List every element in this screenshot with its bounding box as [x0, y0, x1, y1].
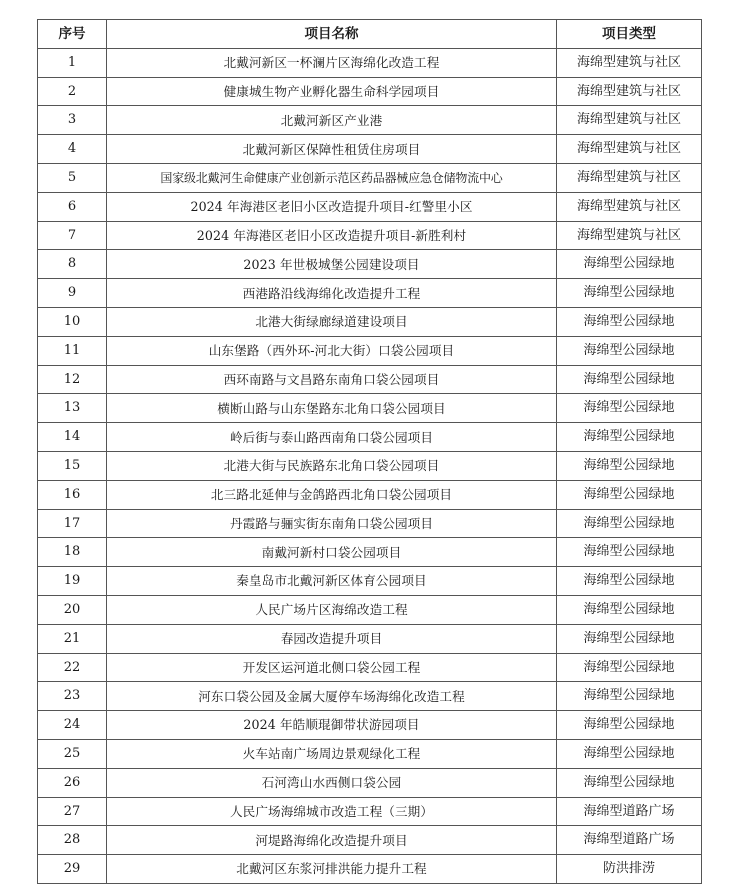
row-index-cell: 23: [38, 682, 107, 711]
row-project-name-cell: 2024 年皓顺琨御带状游园项目: [107, 711, 557, 740]
row-project-type-cell: 海绵型公园绿地: [557, 595, 702, 624]
row-index-cell: 8: [38, 250, 107, 279]
row-project-type-cell: 海绵型公园绿地: [557, 682, 702, 711]
row-project-name-cell: 北港大街与民族路东北角口袋公园项目: [107, 451, 557, 480]
row-project-type-cell: 海绵型公园绿地: [557, 653, 702, 682]
table-row: [38, 307, 702, 336]
table-row: [38, 538, 702, 567]
row-project-name-cell: 西港路沿线海绵化改造提升工程: [107, 279, 557, 308]
table-row: [38, 250, 702, 279]
table-row: [38, 768, 702, 797]
header-index: 序号: [38, 20, 107, 49]
row-index-cell: 15: [38, 451, 107, 480]
row-project-type-cell: 海绵型公园绿地: [557, 768, 702, 797]
row-index-cell: 20: [38, 595, 107, 624]
table-row: [38, 595, 702, 624]
row-index-cell: 28: [38, 826, 107, 855]
table-row: [38, 480, 702, 509]
row-index-cell: 21: [38, 624, 107, 653]
row-index-cell: 19: [38, 567, 107, 596]
table-row: [38, 221, 702, 250]
row-project-name-cell: 岭后街与泰山路西南角口袋公园项目: [107, 423, 557, 452]
row-project-type-cell: 海绵型公园绿地: [557, 250, 702, 279]
row-project-type-cell: 海绵型公园绿地: [557, 509, 702, 538]
table-row: [38, 106, 702, 135]
row-project-name-cell: 2024 年海港区老旧小区改造提升项目-红警里小区: [107, 192, 557, 221]
row-index-cell: 11: [38, 336, 107, 365]
row-project-type-cell: 海绵型建筑与社区: [557, 163, 702, 192]
row-project-name-cell: 秦皇岛市北戴河新区体育公园项目: [107, 567, 557, 596]
table-row: [38, 192, 702, 221]
table-row: [38, 394, 702, 423]
row-project-type-cell: 海绵型公园绿地: [557, 307, 702, 336]
row-project-name-cell: 河堤路海绵化改造提升项目: [107, 826, 557, 855]
table-row: [38, 624, 702, 653]
row-project-name-cell: 人民广场片区海绵改造工程: [107, 595, 557, 624]
row-project-name-cell: 北港大街绿廊绿道建设项目: [107, 307, 557, 336]
row-index-cell: 27: [38, 797, 107, 826]
table-row: [38, 451, 702, 480]
row-index-cell: 22: [38, 653, 107, 682]
row-project-name-cell: 国家级北戴河生命健康产业创新示范区药品器械应急仓储物流中心: [107, 163, 557, 192]
row-project-type-cell: 海绵型公园绿地: [557, 711, 702, 740]
row-project-name-cell: 山东堡路（西外环-河北大街）口袋公园项目: [107, 336, 557, 365]
row-project-type-cell: 海绵型建筑与社区: [557, 192, 702, 221]
row-project-name-cell: 丹霞路与骊实街东南角口袋公园项目: [107, 509, 557, 538]
row-index-cell: 9: [38, 279, 107, 308]
row-project-name-cell: 北戴河新区一杯澜片区海绵化改造工程: [107, 48, 557, 77]
project-list-table: [37, 19, 702, 884]
table-row: [38, 711, 702, 740]
row-index-cell: 6: [38, 192, 107, 221]
table-body: [38, 48, 702, 883]
row-index-cell: 26: [38, 768, 107, 797]
row-project-name-cell: 人民广场海绵城市改造工程（三期）: [107, 797, 557, 826]
table-row: [38, 77, 702, 106]
row-project-type-cell: 海绵型公园绿地: [557, 739, 702, 768]
row-project-type-cell: 海绵型公园绿地: [557, 538, 702, 567]
table-row: [38, 423, 702, 452]
table-row: [38, 48, 702, 77]
table-row: [38, 365, 702, 394]
row-index-cell: 1: [38, 48, 107, 77]
table-row: [38, 163, 702, 192]
row-index-cell: 16: [38, 480, 107, 509]
row-project-type-cell: 海绵型公园绿地: [557, 624, 702, 653]
table-row: [38, 135, 702, 164]
row-project-type-cell: 海绵型公园绿地: [557, 394, 702, 423]
row-project-name-cell: 春园改造提升项目: [107, 624, 557, 653]
row-project-name-cell: 北戴河区东浆河排洪能力提升工程: [107, 855, 557, 884]
table-row: [38, 653, 702, 682]
row-index-cell: 24: [38, 711, 107, 740]
row-project-type-cell: 海绵型道路广场: [557, 797, 702, 826]
table-row: [38, 855, 702, 884]
row-index-cell: 5: [38, 163, 107, 192]
row-project-type-cell: 海绵型公园绿地: [557, 480, 702, 509]
table-row: [38, 739, 702, 768]
row-project-name-cell: 河东口袋公园及金属大厦停车场海绵化改造工程: [107, 682, 557, 711]
row-index-cell: 3: [38, 106, 107, 135]
row-project-type-cell: 海绵型公园绿地: [557, 567, 702, 596]
row-project-name-cell: 横断山路与山东堡路东北角口袋公园项目: [107, 394, 557, 423]
row-index-cell: 18: [38, 538, 107, 567]
row-project-type-cell: 海绵型公园绿地: [557, 423, 702, 452]
table-row: [38, 826, 702, 855]
row-project-name-cell: 南戴河新村口袋公园项目: [107, 538, 557, 567]
table-row: [38, 279, 702, 308]
row-project-type-cell: 海绵型道路广场: [557, 826, 702, 855]
table-row: [38, 336, 702, 365]
table-row: [38, 682, 702, 711]
row-project-type-cell: 海绵型建筑与社区: [557, 106, 702, 135]
row-project-name-cell: 2024 年海港区老旧小区改造提升项目-新胜利村: [107, 221, 557, 250]
table-row: [38, 797, 702, 826]
row-index-cell: 10: [38, 307, 107, 336]
row-index-cell: 29: [38, 855, 107, 884]
row-project-name-cell: 北戴河新区产业港: [107, 106, 557, 135]
row-index-cell: 12: [38, 365, 107, 394]
row-project-type-cell: 海绵型公园绿地: [557, 365, 702, 394]
row-project-type-cell: 防洪排涝: [557, 855, 702, 884]
row-project-type-cell: 海绵型公园绿地: [557, 451, 702, 480]
row-project-name-cell: 健康城生物产业孵化器生命科学园项目: [107, 77, 557, 106]
table-row: [38, 567, 702, 596]
row-index-cell: 17: [38, 509, 107, 538]
row-index-cell: 7: [38, 221, 107, 250]
row-project-type-cell: 海绵型公园绿地: [557, 279, 702, 308]
row-project-type-cell: 海绵型公园绿地: [557, 336, 702, 365]
row-index-cell: 4: [38, 135, 107, 164]
table-row: [38, 509, 702, 538]
row-project-name-cell: 石河湾山水西侧口袋公园: [107, 768, 557, 797]
row-project-type-cell: 海绵型建筑与社区: [557, 77, 702, 106]
table-header: [38, 20, 702, 49]
row-project-type-cell: 海绵型建筑与社区: [557, 221, 702, 250]
row-project-name-cell: 西环南路与文昌路东南角口袋公园项目: [107, 365, 557, 394]
project-list-table-wrapper: [37, 19, 701, 884]
row-index-cell: 25: [38, 739, 107, 768]
header-project-type: 项目类型: [557, 20, 702, 49]
row-project-type-cell: 海绵型建筑与社区: [557, 135, 702, 164]
row-index-cell: 2: [38, 77, 107, 106]
row-index-cell: 14: [38, 423, 107, 452]
row-project-name-cell: 火车站南广场周边景观绿化工程: [107, 739, 557, 768]
row-project-type-cell: 海绵型建筑与社区: [557, 48, 702, 77]
row-index-cell: 13: [38, 394, 107, 423]
row-project-name-cell: 北三路北延伸与金鸽路西北角口袋公园项目: [107, 480, 557, 509]
row-project-name-cell: 北戴河新区保障性租赁住房项目: [107, 135, 557, 164]
row-project-name-cell: 开发区运河道北侧口袋公园工程: [107, 653, 557, 682]
table-header-row: [38, 20, 702, 49]
row-project-name-cell: 2023 年世极城堡公园建设项目: [107, 250, 557, 279]
header-project-name: 项目名称: [107, 20, 557, 49]
